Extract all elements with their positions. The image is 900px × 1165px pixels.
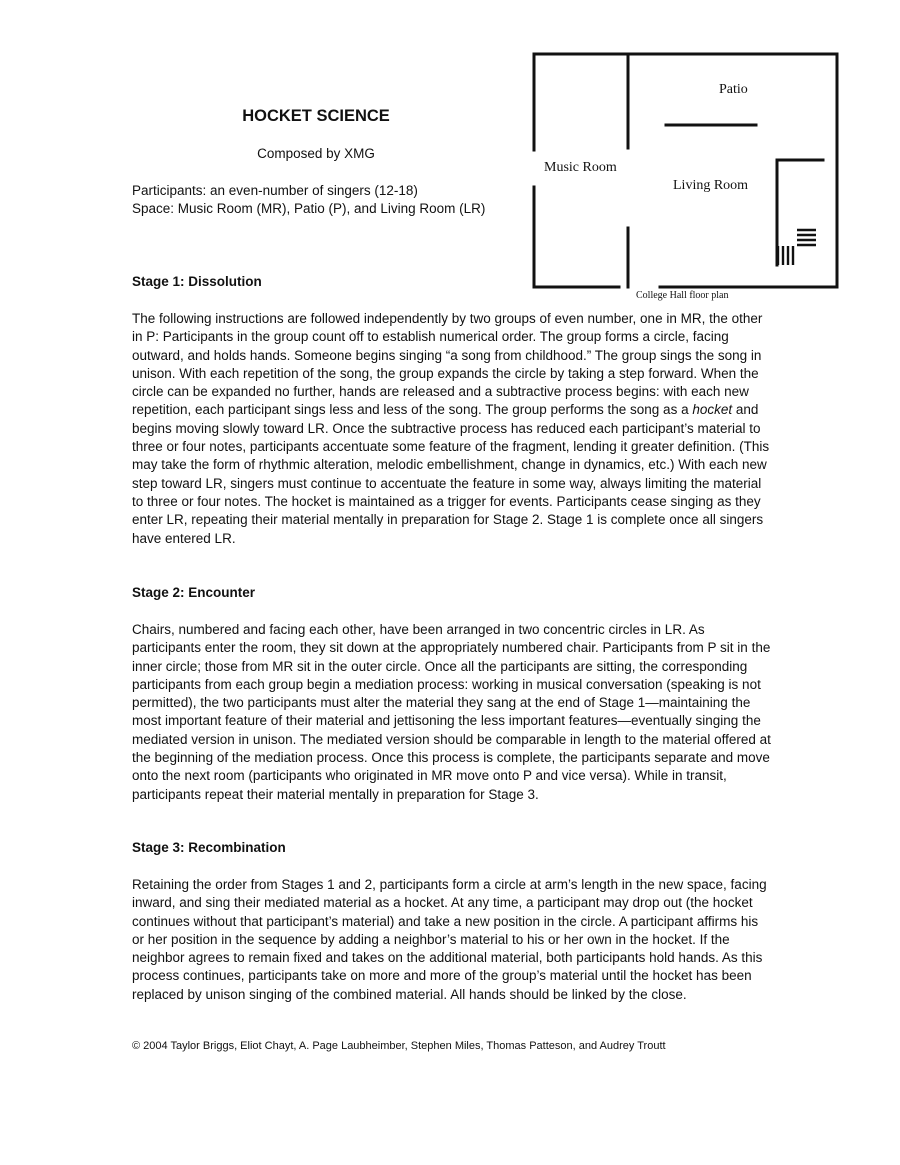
hocket-term: hocket bbox=[692, 402, 733, 418]
room-label-patio: Patio bbox=[719, 82, 748, 97]
performance-requirements bbox=[132, 182, 502, 219]
stage-1-body bbox=[132, 310, 772, 548]
stage-1-text-before: The following instructions are followed independently by two groups of even number, one in MR, the other in P: Participants in the group count off to establish numerical order. The group forms a circle, facing outward, and holds hands. Someone begins singing “a song from childhood.” The group sings the song in unison. With each repetition of the song, the group expands the circle by taking a step forward. When the circle can be expanded no further, hands are released and a subtractive process begins: with each new repetition, each participant sings less and less of the song. The group performs the song as a bbox=[132, 311, 763, 418]
floor-plan-caption: College Hall floor plan bbox=[636, 290, 729, 301]
space-line: Space: Music Room (MR), Patio (P), and Living Room (LR) bbox=[132, 201, 486, 217]
stage-3-heading: Stage 3: Recombination bbox=[132, 840, 286, 855]
room-label-living-room: Living Room bbox=[673, 178, 749, 193]
stage-1-heading: Stage 1: Dissolution bbox=[132, 274, 262, 289]
stage-1-text-after: and begins moving slowly toward LR. Once the subtractive process has reduced each participant’s material to three or four notes, participants accentuate some feature of the fragment, lending it greater definition. (This may take the form of rhythmic alteration, melodic embellishment, change in dynamics, etc.) With each new step toward LR, singers must continue to accentuate the feature in some way, always limiting the material to three or four notes. The hocket is maintained as a trigger for events. Participants cease singing as they enter LR, repeating their material mentally in preparation for Stage 2. Stage 1 is complete once all singers have entered LR. bbox=[132, 402, 770, 546]
document-title: HOCKET SCIENCE bbox=[242, 107, 390, 125]
stage-2-heading: Stage 2: Encounter bbox=[132, 585, 256, 600]
copyright-notice: © 2004 Taylor Briggs, Eliot Chayt, A. Page Laubheimber, Stephen Miles, Thomas Patteson, and Audrey Troutt bbox=[132, 1040, 666, 1052]
stairs-icon bbox=[778, 230, 816, 265]
composer-byline: Composed by XMG bbox=[257, 146, 375, 161]
stage-2-body: Chairs, numbered and facing each other, have been arranged in two concentric circles in LR. As participants enter the room, they sit down at the appropriately numbered chair. Participants from P sit in the inner circle; those from MR sit in the outer circle. Once all the participants are sitting, the corresponding participants from each group begin a mediation process: working in musical conversation (speaking is not permitted), the two participants must alter the material they sang at the end of Stage 1—maintaining the most important feature of their material and jettisoning the less important features—eventually singing the mediated version in unison. The mediated version should be comparable in length to the material offered at the beginning of the mediation process. Once this process is complete, the participants separate and move onto the next room (participants who originated in MR move onto P and vice versa). While in transit, participants repeat their material mentally in preparation for Stage 3. bbox=[132, 622, 771, 802]
participants-line: Participants: an even-number of singers (12-18) bbox=[132, 183, 418, 198]
stage-3-body: Retaining the order from Stages 1 and 2, participants form a circle at arm’s length in the new space, facing inward, and sing their mediated material as a hocket. At any time, a participant may drop out (the hocket continues without that participant’s material) and take a new position in the circle. A participant affirms his or her position in the sequence by adding a neighbor’s material to his or her own in the hocket. If the neighbor agrees to remain fixed and takes on the additional material, both participants hold hands. As this process continues, participants take on more and more of the group’s material until the hocket has been replaced by unison singing of the combined material. All hands should be linked by the close. bbox=[132, 877, 767, 1002]
floor-plan bbox=[530, 50, 842, 312]
room-label-music-room: Music Room bbox=[544, 160, 617, 175]
